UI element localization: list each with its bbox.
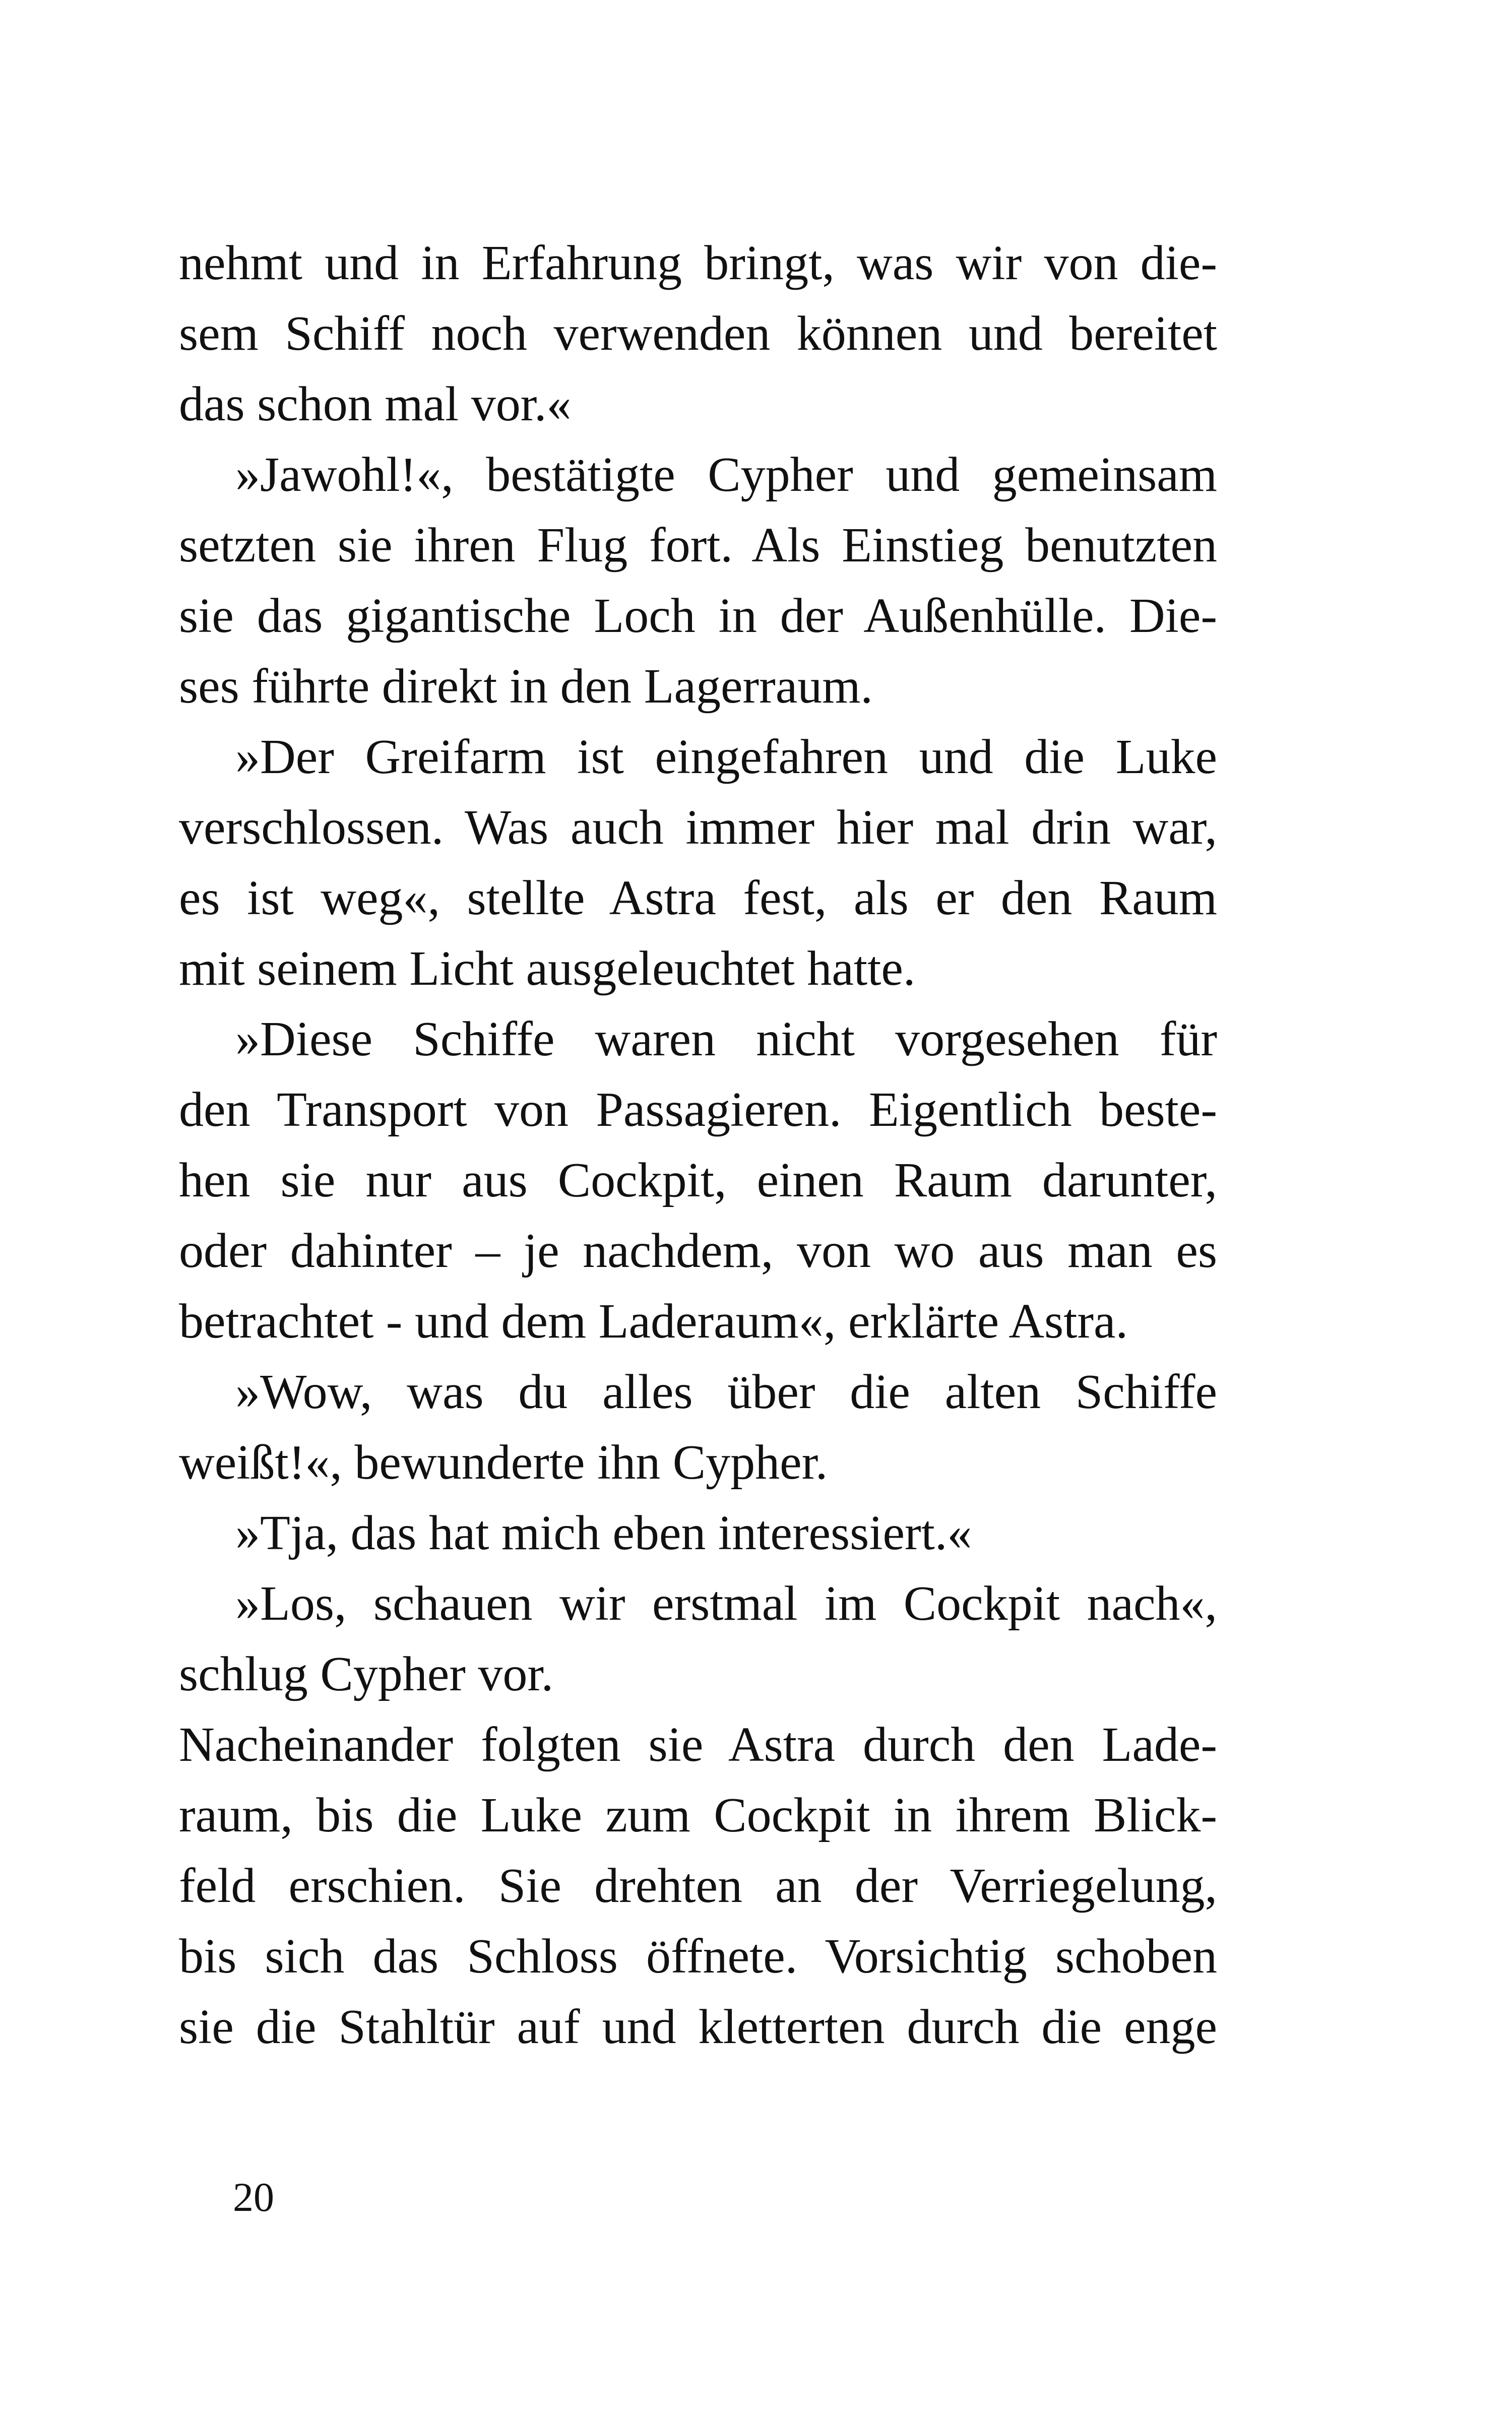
text-line: »Der Greifarm ist eingefahren und die Luke	[235, 730, 1217, 784]
text-line: Nacheinander folgten sie Astra durch den Lade-	[179, 1718, 1217, 1772]
text-line: raum, bis die Luke zum Cockpit in ihrem Blick-	[179, 1788, 1217, 1842]
text-line: »Los, schauen wir erstmal im Cockpit nach«,	[235, 1576, 1217, 1631]
text-line: betrachtet - und dem Laderaum«, erklärte Astra.	[179, 1294, 1128, 1349]
text-line: sie das gigantische Loch in der Außenhülle. Die-	[179, 589, 1217, 643]
text-line: »Tja, das hat mich eben interessiert.«	[235, 1506, 972, 1560]
text-line: »Diese Schiffe waren nicht vorgesehen für	[235, 1012, 1217, 1066]
page-number: 20	[233, 2174, 274, 2220]
text-line: sem Schiff noch verwenden können und bereitet	[179, 306, 1217, 361]
text-line: hen sie nur aus Cockpit, einen Raum darunter,	[179, 1153, 1217, 1208]
text-line: »Jawohl!«, bestätigte Cypher und gemeinsam	[235, 448, 1217, 502]
text-line: ses führte direkt in den Lagerraum.	[179, 659, 873, 714]
text-line: es ist weg«, stellte Astra fest, als er den Raum	[179, 871, 1217, 925]
body-text	[179, 228, 1217, 2062]
text-line: den Transport von Passagieren. Eigentlich beste-	[179, 1083, 1217, 1137]
text-line: oder dahinter – je nachdem, von wo aus man es	[179, 1224, 1217, 1278]
text-line: verschlossen. Was auch immer hier mal drin war,	[179, 800, 1217, 855]
text-line: setzten sie ihren Flug fort. Als Einstieg benutzten	[179, 518, 1217, 573]
text-line: das schon mal vor.«	[179, 377, 572, 431]
text-line: weißt!«, bewunderte ihn Cypher.	[179, 1435, 828, 1490]
text-line: sie die Stahltür auf und kletterten durch die enge	[179, 2000, 1217, 2054]
text-line: schlug Cypher vor.	[179, 1647, 554, 1701]
text-line: nehmt und in Erfahrung bringt, was wir von die-	[179, 236, 1217, 290]
text-line: »Wow, was du alles über die alten Schiffe	[235, 1365, 1217, 1419]
text-line: mit seinem Licht ausgeleuchtet hatte.	[179, 941, 916, 996]
text-line: feld erschien. Sie drehten an der Verriegelung,	[179, 1859, 1217, 1913]
text-line: bis sich das Schloss öffnete. Vorsichtig schoben	[179, 1929, 1217, 1984]
